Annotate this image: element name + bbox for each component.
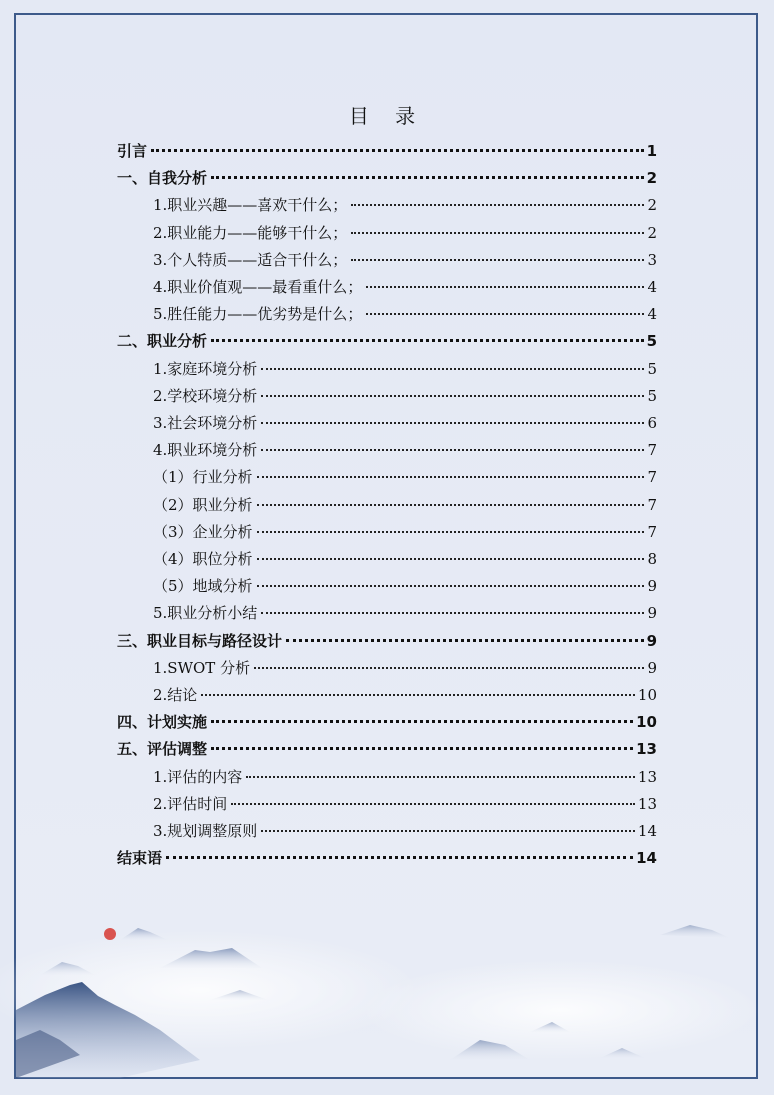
toc-entry[interactable] bbox=[117, 140, 657, 162]
toc-entry-page-number: 9 bbox=[647, 658, 657, 677]
toc-entry-label: 1.SWOT 分析 bbox=[153, 658, 251, 677]
toc-entry[interactable] bbox=[153, 222, 657, 244]
toc-entry[interactable] bbox=[153, 385, 657, 407]
toc-entry[interactable] bbox=[153, 602, 657, 624]
toc-entry-page-number: 8 bbox=[647, 550, 657, 568]
toc-leader-dots bbox=[211, 339, 644, 342]
toc-entry[interactable] bbox=[153, 276, 657, 298]
toc-entry-label: 2.职业能力——能够干什么； bbox=[153, 223, 348, 242]
toc-entry-label: 结束语 bbox=[117, 849, 163, 868]
toc-entry-label: 3.社会环境分析 bbox=[153, 414, 258, 432]
toc-entry-label: 5.职业分析小结 bbox=[153, 604, 258, 623]
toc-entry[interactable] bbox=[117, 847, 657, 869]
toc-entry[interactable] bbox=[153, 657, 657, 679]
toc-leader-dots bbox=[257, 585, 645, 587]
toc-entry-page-number: 5 bbox=[647, 359, 657, 378]
toc-entry-page-number: 9 bbox=[646, 631, 657, 650]
toc-leader-dots bbox=[211, 720, 633, 723]
toc-entry-page-number: 13 bbox=[637, 794, 657, 813]
toc-entry-page-number: 3 bbox=[647, 250, 657, 269]
toc-entry[interactable] bbox=[153, 494, 657, 516]
toc-entry-label: 二、职业分析 bbox=[117, 332, 208, 351]
toc-entry[interactable] bbox=[153, 793, 657, 815]
toc-leader-dots bbox=[257, 558, 645, 560]
toc-entry-page-number: 4 bbox=[647, 305, 657, 324]
toc-entry-page-number: 1 bbox=[646, 142, 657, 160]
toc-entry[interactable] bbox=[117, 330, 657, 352]
toc-entry[interactable] bbox=[153, 548, 657, 570]
toc-entry[interactable] bbox=[153, 766, 657, 788]
toc-title: 目 录 bbox=[348, 104, 426, 128]
toc-entry-label: 1.评估的内容 bbox=[153, 767, 243, 786]
toc-entry-label: （4）职位分析 bbox=[153, 550, 253, 568]
toc-leader-dots bbox=[257, 531, 645, 533]
toc-leader-dots bbox=[261, 449, 644, 451]
toc-entry-page-number: 2 bbox=[647, 223, 657, 242]
toc-entry[interactable] bbox=[153, 412, 657, 434]
toc-leader-dots bbox=[211, 176, 644, 179]
toc-leader-dots bbox=[246, 776, 635, 778]
toc-entry-page-number: 7 bbox=[647, 441, 657, 460]
toc-leader-dots bbox=[286, 639, 644, 642]
toc-entry-page-number: 4 bbox=[647, 278, 657, 296]
toc-entry-label: 1.职业兴趣——喜欢干什么； bbox=[153, 196, 348, 215]
toc-leader-dots bbox=[201, 694, 635, 696]
toc-entry[interactable] bbox=[153, 194, 657, 216]
toc-entry-label: 一、自我分析 bbox=[117, 169, 208, 188]
toc-leader-dots bbox=[261, 368, 644, 370]
toc-entry-page-number: 10 bbox=[637, 686, 657, 704]
toc-leader-dots bbox=[366, 286, 644, 288]
toc-entry[interactable] bbox=[153, 303, 657, 325]
toc-entry-page-number: 2 bbox=[647, 196, 657, 215]
toc-entry-page-number: 9 bbox=[647, 604, 657, 623]
toc-entry-page-number: 5 bbox=[646, 332, 657, 351]
toc-entry[interactable] bbox=[153, 249, 657, 271]
toc-entry[interactable] bbox=[117, 711, 657, 733]
toc-entry[interactable] bbox=[117, 630, 657, 652]
toc-entry-label: 5.胜任能力——优劣势是什么； bbox=[153, 305, 363, 324]
toc-entry-page-number: 14 bbox=[637, 822, 657, 840]
toc-leader-dots bbox=[261, 395, 644, 397]
toc-entry-label: 1.家庭环境分析 bbox=[153, 359, 258, 378]
toc-entry-label: （5）地域分析 bbox=[153, 577, 253, 596]
toc-entry-page-number: 6 bbox=[647, 414, 657, 432]
toc-entry-page-number: 13 bbox=[637, 767, 657, 786]
toc-entry-page-number: 7 bbox=[647, 495, 657, 514]
toc-entry[interactable] bbox=[117, 167, 657, 189]
toc-leader-dots bbox=[151, 149, 644, 152]
toc-entry[interactable] bbox=[153, 684, 657, 706]
toc-entry-label: 4.职业价值观——最看重什么； bbox=[153, 278, 363, 296]
toc-entry-label: 四、计划实施 bbox=[117, 713, 208, 732]
toc-leader-dots bbox=[351, 232, 644, 234]
toc-entry-label: 五、评估调整 bbox=[117, 740, 208, 759]
toc-entry-label: 三、职业目标与路径设计 bbox=[117, 631, 283, 650]
toc-entry-label: （2）职业分析 bbox=[153, 495, 253, 514]
toc-entry-label: 3.规划调整原则 bbox=[153, 822, 258, 840]
toc-entry-page-number: 7 bbox=[647, 522, 657, 541]
toc-leader-dots bbox=[211, 747, 633, 750]
toc-entry[interactable] bbox=[153, 466, 657, 488]
toc-entry[interactable] bbox=[153, 820, 657, 842]
toc-leader-dots bbox=[351, 259, 644, 261]
toc-leader-dots bbox=[257, 476, 645, 478]
toc-entry-page-number: 10 bbox=[636, 713, 657, 732]
toc-entry-label: 4.职业环境分析 bbox=[153, 441, 258, 460]
toc-leader-dots bbox=[231, 803, 635, 805]
toc-entry-page-number: 5 bbox=[647, 386, 657, 405]
toc-entry[interactable] bbox=[153, 521, 657, 543]
toc-entry-label: 2.结论 bbox=[153, 686, 198, 704]
toc-entry-label: 2.学校环境分析 bbox=[153, 386, 258, 405]
toc-entry[interactable] bbox=[117, 738, 657, 760]
toc-entry[interactable] bbox=[153, 575, 657, 597]
toc-leader-dots bbox=[257, 504, 645, 506]
toc-leader-dots bbox=[254, 667, 644, 669]
toc-entry-page-number: 7 bbox=[647, 468, 657, 487]
toc-entry-page-number: 14 bbox=[636, 849, 657, 868]
toc-entry-label: （3）企业分析 bbox=[153, 522, 253, 541]
toc-entry-label: （1）行业分析 bbox=[153, 468, 253, 487]
toc-entry-page-number: 9 bbox=[647, 577, 657, 596]
toc-leader-dots bbox=[351, 204, 644, 206]
toc-leader-dots bbox=[261, 830, 635, 832]
toc-leader-dots bbox=[261, 422, 644, 424]
toc-entry[interactable] bbox=[153, 358, 657, 380]
toc-entry-label: 引言 bbox=[117, 142, 148, 160]
toc-entry-label: 3.个人特质——适合干什么； bbox=[153, 250, 348, 269]
toc-entry-page-number: 13 bbox=[636, 740, 657, 759]
toc-entry-label: 2.评估时间 bbox=[153, 794, 228, 813]
toc-entry[interactable] bbox=[153, 439, 657, 461]
toc-leader-dots bbox=[166, 856, 633, 859]
toc-leader-dots bbox=[261, 612, 644, 614]
toc-entry-page-number: 2 bbox=[646, 169, 657, 188]
toc-leader-dots bbox=[366, 313, 644, 315]
